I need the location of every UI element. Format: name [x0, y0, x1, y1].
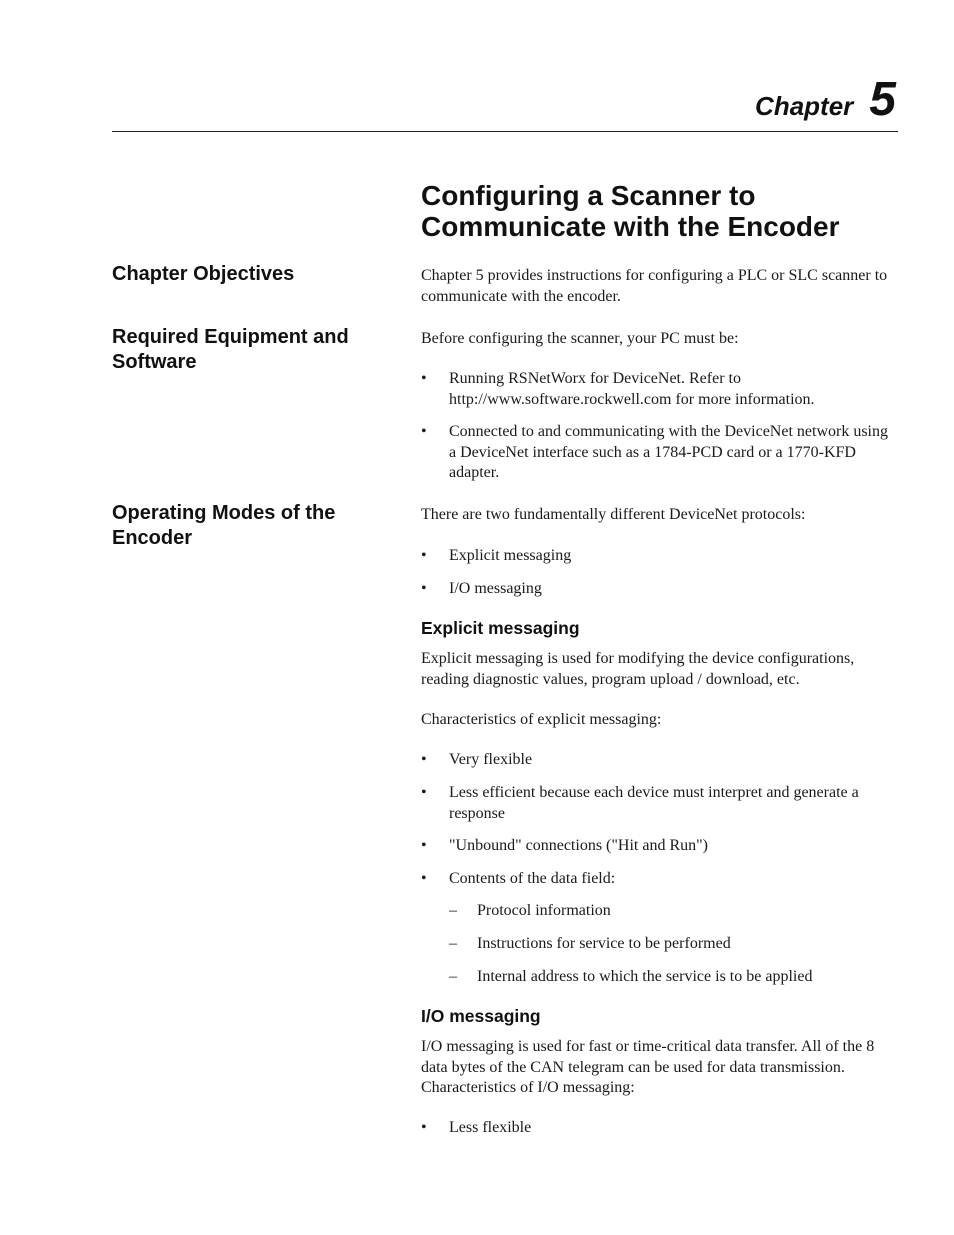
sub-list-item-text: Internal address to which the service is to be applied — [477, 968, 813, 985]
list-item — [421, 836, 899, 857]
sub-list-item — [449, 901, 899, 922]
dash-glyph: – — [449, 935, 457, 952]
list-item — [421, 546, 899, 567]
list-item — [421, 369, 899, 410]
list-item — [421, 422, 899, 484]
bullet-glyph: • — [421, 784, 427, 801]
bullet-glyph: • — [421, 837, 427, 854]
bullet-glyph: • — [421, 870, 427, 887]
header-rule — [112, 131, 898, 132]
list-item — [421, 783, 899, 824]
list-item — [421, 750, 899, 771]
explicit-heading: Explicit messaging — [421, 618, 580, 638]
io-text: I/O messaging is used for fast or time-critical data transfer. All of the 8 data bytes of the CAN telegram can be used for data transmission. Characteristics of I/O messaging: — [421, 1038, 875, 1096]
explicit-text: Explicit messaging is used for modifying the device configurations, reading diagnostic values, program upload / download, etc. — [421, 650, 855, 688]
chapter-header — [755, 72, 896, 127]
list-item-text: Connected to and communicating with the DeviceNet network using a DeviceNet interface such as a 1784-PCD card or a 1770-KFD adapter. — [449, 423, 888, 481]
sub-list-item-text: Protocol information — [477, 902, 611, 919]
list-item-text: Contents of the data field: — [449, 870, 616, 887]
list-item-text: Less flexible — [449, 1119, 532, 1136]
bullet-glyph: • — [421, 751, 427, 768]
dash-glyph: – — [449, 902, 457, 919]
bullet-glyph: • — [421, 580, 427, 597]
modes-heading: Operating Modes of the Encoder — [112, 502, 336, 549]
list-item-text: Explicit messaging — [449, 547, 572, 564]
objectives-text: Chapter 5 provides instructions for configuring a PLC or SLC scanner to communicate with the encoder. — [421, 267, 888, 305]
bullet-glyph: • — [421, 1119, 427, 1136]
modes-intro: There are two fundamentally different DeviceNet protocols: — [421, 506, 806, 523]
list-item-text: Running RSNetWorx for DeviceNet. Refer to http://www.software.rockwell.com for more information. — [449, 370, 815, 408]
bullet-glyph: • — [421, 370, 427, 387]
list-item-text: I/O messaging — [449, 580, 542, 597]
chapter-number: 5 — [869, 73, 896, 126]
sub-list-item — [449, 967, 899, 988]
objectives-heading: Chapter Objectives — [112, 263, 295, 285]
list-item — [421, 579, 899, 600]
bullet-glyph: • — [421, 547, 427, 564]
explicit-characteristics: Characteristics of explicit messaging: — [421, 711, 662, 728]
list-item-text: Very flexible — [449, 751, 533, 768]
sub-list-item — [449, 934, 899, 955]
list-item-text: "Unbound" connections ("Hit and Run") — [449, 837, 708, 854]
equipment-heading: Required Equipment and Software — [112, 326, 349, 373]
equipment-intro: Before configuring the scanner, your PC must be: — [421, 330, 739, 347]
chapter-label: Chapter — [755, 91, 854, 121]
list-item-text: Less efficient because each device must interpret and generate a response — [449, 784, 859, 822]
dash-glyph: – — [449, 968, 457, 985]
sub-list-item-text: Instructions for service to be performed — [477, 935, 731, 952]
page-title: Configuring a Scanner to Communicate with the Encoder — [421, 180, 840, 242]
bullet-glyph: • — [421, 423, 427, 440]
io-heading: I/O messaging — [421, 1006, 541, 1026]
list-item — [421, 869, 899, 890]
list-item — [421, 1118, 899, 1139]
